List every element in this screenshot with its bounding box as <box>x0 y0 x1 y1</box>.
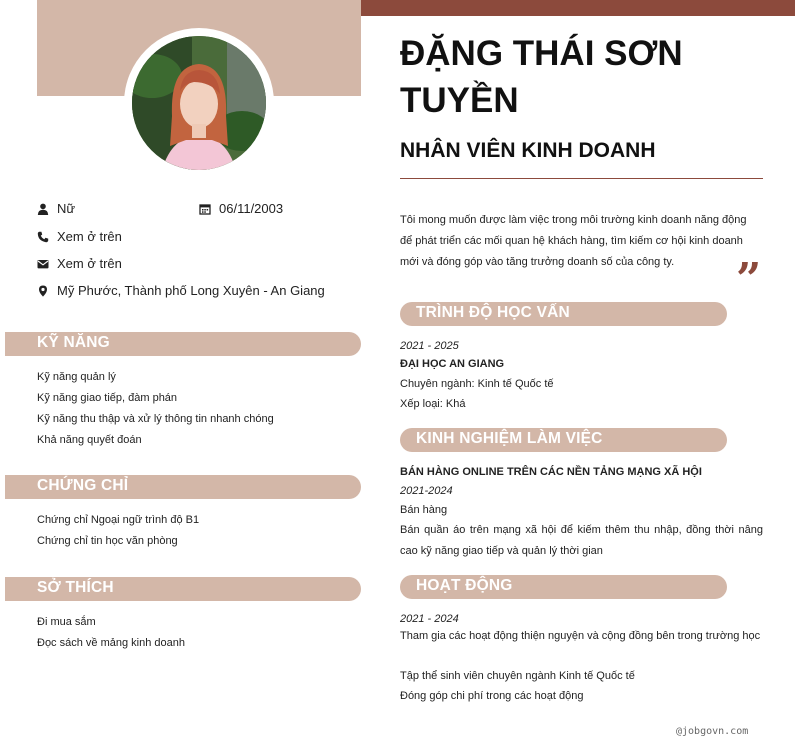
experience-role: Bán hàng <box>400 504 448 516</box>
title-divider <box>400 178 763 179</box>
activity-item: Tập thể sinh viên chuyên ngành Kinh tế Quốc tế <box>400 670 635 682</box>
skills-title: KỸ NĂNG <box>37 334 110 351</box>
address-row <box>37 283 325 298</box>
location-pin-icon <box>37 285 49 297</box>
phone-text: Xem ở trên <box>57 229 122 244</box>
education-period: 2021 - 2025 <box>400 340 459 352</box>
skill-item: Khả năng quyết đoán <box>37 434 142 446</box>
quote-icon: ” <box>736 254 762 305</box>
candidate-name: ĐẶNG THÁI SƠN TUYỀN <box>400 34 683 120</box>
phone-row <box>37 229 122 244</box>
user-icon <box>37 203 49 215</box>
mail-icon <box>37 258 49 270</box>
activities-period: 2021 - 2024 <box>400 613 459 625</box>
education-major: Chuyên ngành: Kinh tế Quốc tế <box>400 378 554 390</box>
experience-description: Bán quần áo trên mạng xã hội để kiếm thêm thu nhập, đồng thời nâng cao kỹ năng giao tiếp và quản lý thời gian <box>400 524 763 557</box>
birthday-row <box>199 201 283 216</box>
experience-company: BÁN HÀNG ONLINE TRÊN CÁC NỀN TẢNG MẠNG XÃ HỘI <box>400 466 702 478</box>
top-accent-bar <box>360 0 795 16</box>
avatar <box>132 36 266 170</box>
hobby-item: Đọc sách về mảng kinh doanh <box>37 637 185 649</box>
email-row <box>37 256 122 271</box>
gender-row <box>37 201 75 216</box>
birthday-text: 06/11/2003 <box>219 201 284 216</box>
career-objective: Tôi mong muốn được làm việc trong môi trường kinh doanh năng động để phát triển các mối quan hệ khách hàng, tìm kiếm cơ hội kinh doanh mới và đóng góp vào tăng trưởng doanh số của công ty. <box>400 214 747 268</box>
certificate-item: Chứng chỉ tin học văn phòng <box>37 535 178 547</box>
activities-title: HOẠT ĐỘNG <box>416 577 513 594</box>
footer-watermark: @jobgovn.com <box>676 726 749 737</box>
skill-item: Kỹ năng thu thập và xử lý thông tin nhanh chóng <box>37 413 274 425</box>
hobbies-title: SỞ THÍCH <box>37 579 114 596</box>
skill-item: Kỹ năng giao tiếp, đàm phán <box>37 392 178 404</box>
experience-title: KINH NGHIỆM LÀM VIỆC <box>416 430 603 447</box>
avatar-photo <box>132 36 266 170</box>
education-grade: Xếp loại: Khá <box>400 398 466 410</box>
certificates-title: CHỨNG CHỈ <box>37 477 129 494</box>
skill-item: Kỹ năng quản lý <box>37 371 116 383</box>
address-text: Mỹ Phước, Thành phố Long Xuyên - An Giang <box>57 283 325 298</box>
job-title: NHÂN VIÊN KINH DOANH <box>400 139 656 162</box>
calendar-icon <box>199 203 211 215</box>
education-school: ĐẠI HỌC AN GIANG <box>400 358 505 370</box>
activity-item: Tham gia các hoạt động thiện nguyện và cộng đồng bên trong trường học <box>400 630 761 642</box>
gender-text: Nữ <box>57 201 76 216</box>
email-text: Xem ở trên <box>57 256 122 271</box>
experience-period: 2021-2024 <box>400 485 453 497</box>
hobby-item: Đi mua sắm <box>37 616 96 628</box>
education-title: TRÌNH ĐỘ HỌC VẤN <box>416 304 570 321</box>
certificate-item: Chứng chỉ Ngoại ngữ trình độ B1 <box>37 514 200 526</box>
activity-item: Đóng góp chi phí trong các hoạt động <box>400 690 584 702</box>
phone-icon <box>37 231 49 243</box>
